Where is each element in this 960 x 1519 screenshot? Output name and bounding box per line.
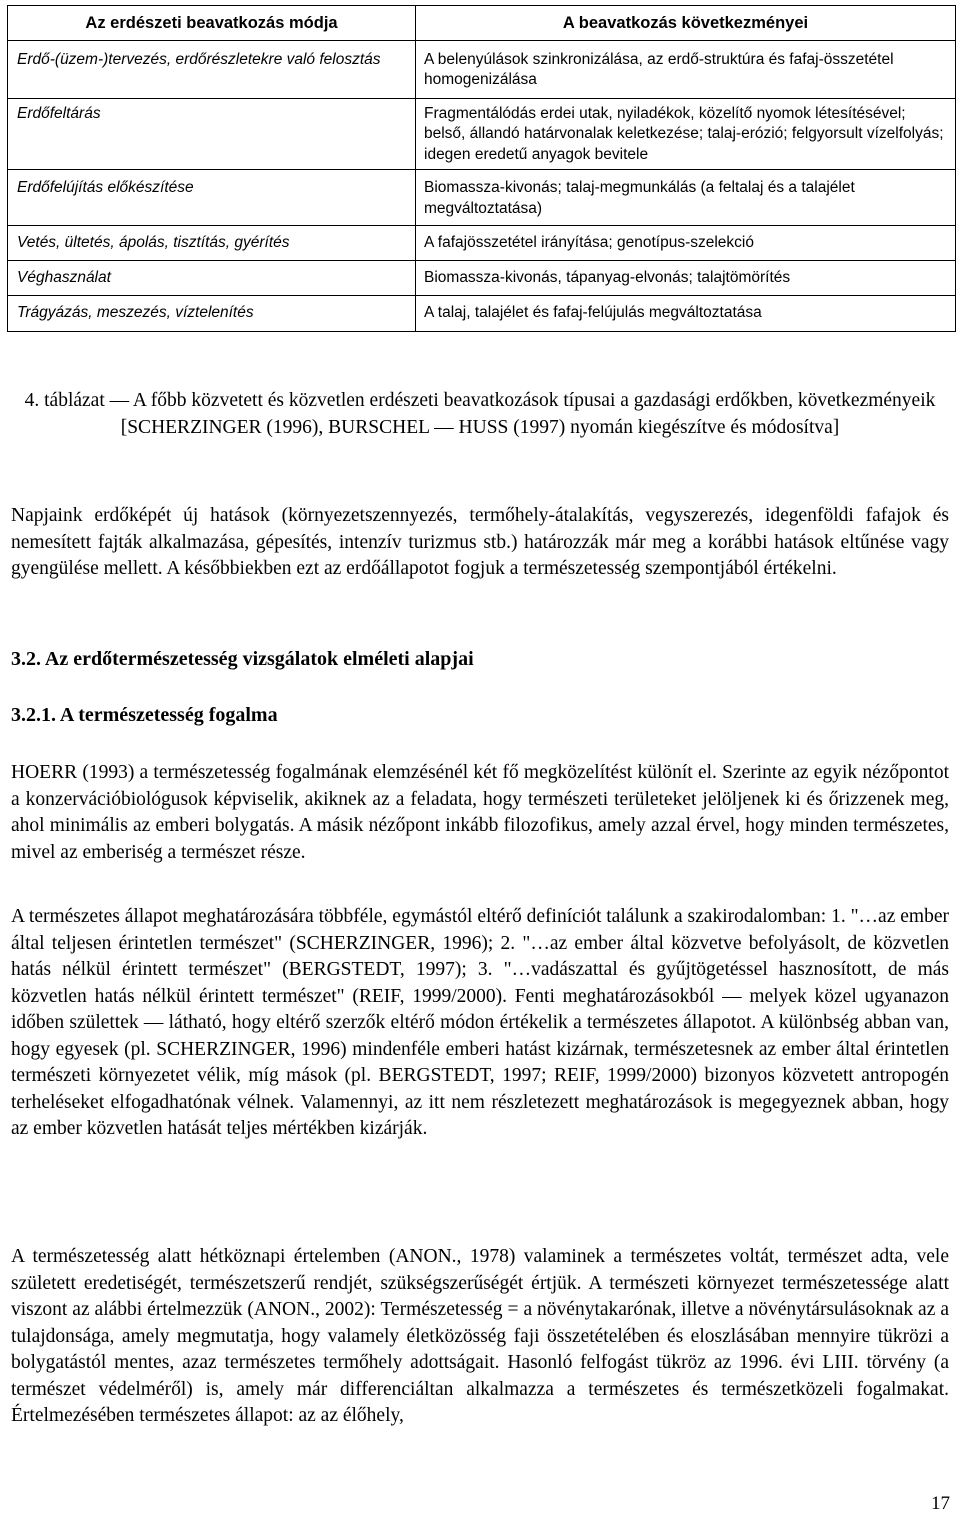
paragraph: A természetesség alatt hétköznapi értelemben (ANON., 1978) valaminek a természetes voltát, természet adta, vele született eredetiségét, természetszerű rendjét, szükségszerűségét értjük. A természeti környezet természetessége alatt viszont az alábbi értelmezzük (ANON., 2002): Természetesség = a növénytakarónak, illetve a növénytársulásoknak az a tulajdonsága, amely megmutatja, hogy valamely életközösség faji összetételében és eloszlásában mennyire tükrözi a bolygatástól mentes, azaz természetes termőhely adottságait. Hasonló felfogást tükröz az 1996. évi LIII. törvény (a természet védelméről) is, amely már differenciáltan alkalmazza a természetes és természetközeli fogalmakat. Értelmezésében természetes állapot: az az élőhely, <box>11 1246 949 1426</box>
consequence-cell: A talaj, talajélet és fafaj-felújulás megváltoztatása <box>416 296 956 332</box>
table-caption: 4. táblázat ― A főbb közvetett és közvetlen erdészeti beavatkozások típusai a gazdasági erdőkben, következményeik [SCHERZINGER (1996), BURSCHEL ― HUSS (1997) nyomán kiegészítve és módosítva] <box>24 390 936 438</box>
method-cell: Trágyázás, meszezés, víztelenítés <box>8 296 416 332</box>
method-cell: Véghasználat <box>8 260 416 296</box>
table-row <box>8 40 956 98</box>
paragraph: Napjaink erdőképét új hatások (környezetszennyezés, termőhely-átalakítás, vegyszerezés, idegenföldi fafajok és nemesített fajták alkalmazása, gépesítés, intenzív turizmus stb.) határozzák már meg a korábbi hatások eltűnése vagy gyengülése mellett. A későbbiekben ezt az erdőállapotot fogjuk a természetesség szempontjából értékelni. <box>11 505 949 579</box>
paragraph: A természetes állapot meghatározására többféle, egymástól eltérő definíciót találunk a szakirodalomban: 1. "…az ember által teljesen érintetlen természet" (SCHERZINGER, 1996); 2. "…az ember által közvetve befolyásolt, de közvetlen hatás nélkül érintett természet" (BERGSTEDT, 1997); 3. "…vadászattal és gyűjtögetéssel hasznosított, de más közvetlen hatás nélkül érintett természet" (REIF, 1999/2000). Fenti meghatározásokból ― melyek közel ugyanazon időben születtek ― látható, hogy eltérő szerzők eltérő módon értékelik a természetes állapotot. A különbség abban van, hogy egyesek (pl. SCHERZINGER, 1996) mindenféle emberi hatást kizárnak, természetesnek az ember által érintetlen természeti környezetet vélik, míg mások (pl. BERGSTEDT, 1997; REIF, 1999/2000) bizonyos közvetett antropogén terheléseket elfogadhatónak vélnek. Valamennyi, az itt nem részletezett meghatározások is megegyeznek abban, hogy az ember közvetlen hatását teljes mértékben kizárják. <box>11 906 949 1139</box>
interventions-table <box>7 5 956 332</box>
table-row <box>8 98 956 170</box>
section-heading: 3.2. Az erdőtermészetesség vizsgálatok elméleti alapjai <box>11 648 474 670</box>
table-row <box>8 260 956 296</box>
header-consequence: A beavatkozás következményei <box>416 6 956 41</box>
consequence-cell: Biomassza-kivonás; talaj-megmunkálás (a feltalaj és a talajélet megváltoztatása) <box>416 170 956 226</box>
paragraph: HOERR (1993) a természetesség fogalmának elemzésénél két fő megközelítést különít el. Szerinte az egyik nézőpontot a konzervációbiológusok képviselik, akiknek az a feladata, hogy természeti területeket jelöljenek ki és őrizzenek meg, ahol minimális az emberi bolygatás. A másik nézőpont inkább filozofikus, amely azzal érvel, hogy minden természetes, mivel az emberiség a természet része. <box>11 762 949 863</box>
consequence-cell: A belenyúlások szinkronizálása, az erdő-struktúra és fafaj-összetétel homogenizálása <box>416 40 956 98</box>
consequence-cell: Biomassza-kivonás, tápanyag-elvonás; talajtömörítés <box>416 260 956 296</box>
method-cell: Erdőfeltárás <box>8 98 416 170</box>
page-number: 17 <box>931 1493 950 1514</box>
table-row <box>8 170 956 226</box>
consequence-cell: A fafajösszetétel irányítása; genotípus-szelekció <box>416 226 956 261</box>
header-method: Az erdészeti beavatkozás módja <box>8 6 416 41</box>
method-cell: Erdő-(üzem-)tervezés, erdőrészletekre való felosztás <box>8 40 416 98</box>
table-row <box>8 296 956 332</box>
method-cell: Erdőfelújítás előkészítése <box>8 170 416 226</box>
subsection-heading: 3.2.1. A természetesség fogalma <box>11 704 278 726</box>
table-header-row <box>8 6 956 41</box>
consequence-cell: Fragmentálódás erdei utak, nyiladékok, közelítő nyomok létesítésével; belső, állandó határvonalak keletkezése; talaj-erózió; felgyorsult vízelfolyás; idegen eredetű anyagok bevitele <box>416 98 956 170</box>
method-cell: Vetés, ültetés, ápolás, tisztítás, gyérítés <box>8 226 416 261</box>
table-row <box>8 226 956 261</box>
